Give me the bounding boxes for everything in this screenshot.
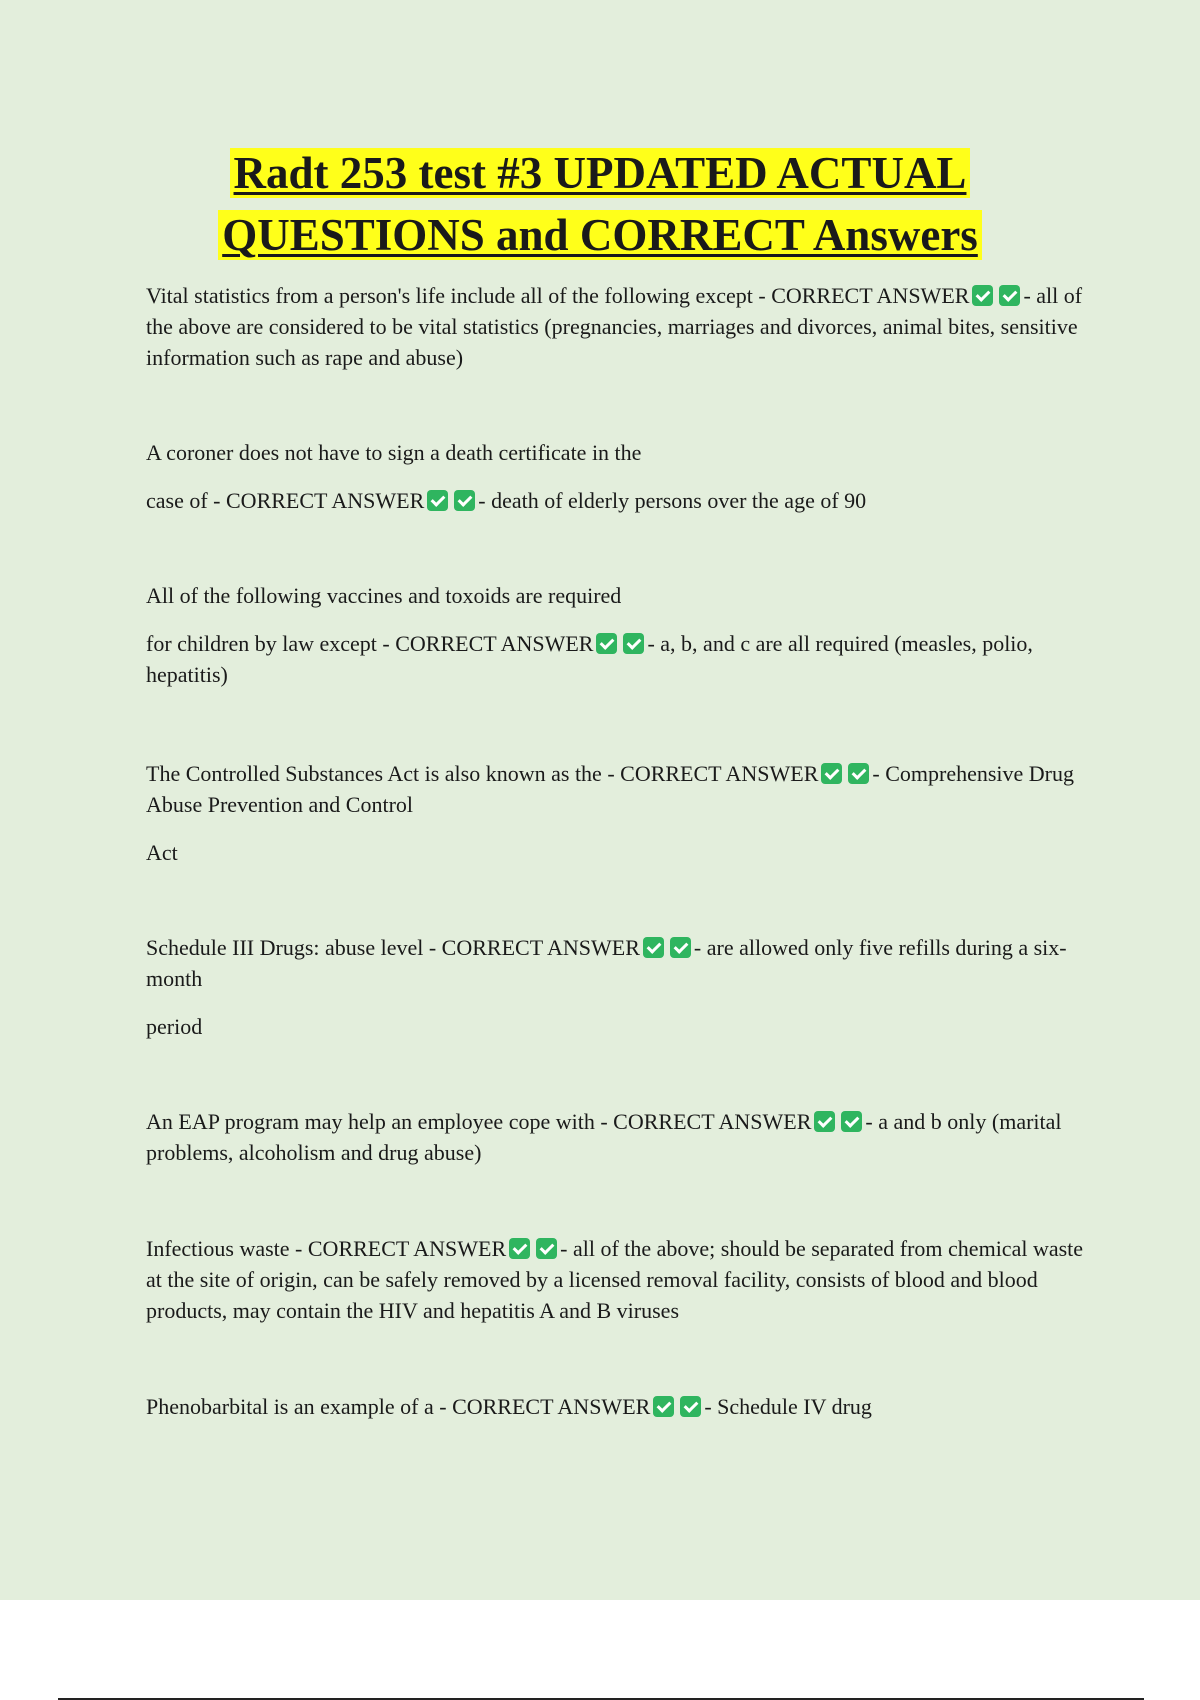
qa-item-3 bbox=[146, 580, 1086, 690]
qa-item-8 bbox=[146, 1391, 1086, 1422]
question-text-continued: case of - CORRECT ANSWER bbox=[146, 488, 425, 513]
answer-text: - Comprehensive Drug Abuse Prevention and Control bbox=[146, 761, 1075, 817]
question-text: An EAP program may help an employee cope with - CORRECT ANSWER bbox=[146, 1109, 812, 1134]
check-mark-icon bbox=[670, 937, 691, 958]
check-mark-icon bbox=[999, 285, 1020, 306]
qa-item-1 bbox=[146, 280, 1086, 373]
title-line-2: QUESTIONS and CORRECT Answers bbox=[218, 210, 982, 260]
qa-item-5 bbox=[146, 932, 1086, 1042]
answer-text-continued: period bbox=[146, 1014, 203, 1039]
answer-text: - are allowed only five refills during a six-month bbox=[146, 935, 1067, 991]
check-mark-icon bbox=[427, 490, 448, 511]
answer-text: - all of the above; should be separated from chemical waste at the site of origin, can be safely removed by a licensed removal facility, consists of blood and blood products, may contain the HIV and hepatitis A and B viruses bbox=[146, 1236, 1084, 1323]
check-mark-icon bbox=[643, 937, 664, 958]
answer-text: - a and b only (marital problems, alcoholism and drug abuse) bbox=[146, 1109, 1062, 1165]
answer-text: - a, b, and c are all required (measles, polio, hepatitis) bbox=[146, 631, 1033, 687]
check-mark-icon bbox=[680, 1396, 701, 1417]
question-text: The Controlled Substances Act is also known as the - CORRECT ANSWER bbox=[146, 761, 819, 786]
title-line-1: Radt 253 test #3 UPDATED ACTUAL bbox=[230, 148, 971, 198]
check-mark-icon bbox=[454, 490, 475, 511]
qa-text bbox=[146, 1391, 1086, 1422]
check-mark-icon bbox=[841, 1111, 862, 1132]
check-mark-icon bbox=[814, 1111, 835, 1132]
qa-text bbox=[146, 758, 1086, 820]
check-mark-icon bbox=[623, 633, 644, 654]
question-text: A coroner does not have to sign a death certificate in the bbox=[146, 440, 642, 465]
answer-text: - all of the above are considered to be vital statistics (pregnancies, marriages and divorces, animal bites, sensitive information such as rape and abuse) bbox=[146, 283, 1083, 370]
check-mark-icon bbox=[972, 285, 993, 306]
qa-text bbox=[146, 280, 1086, 373]
qa-item-4 bbox=[146, 758, 1086, 868]
check-mark-icon bbox=[596, 633, 617, 654]
answer-text: - death of elderly persons over the age of 90 bbox=[478, 488, 867, 513]
qa-text bbox=[146, 932, 1086, 994]
check-mark-icon bbox=[536, 1238, 557, 1259]
document-title bbox=[0, 142, 1200, 266]
question-text: Schedule III Drugs: abuse level - CORRECT ANSWER bbox=[146, 935, 640, 960]
qa-item-2 bbox=[146, 437, 1086, 516]
question-text: Phenobarbital is an example of a - CORRECT ANSWER bbox=[146, 1394, 651, 1419]
qa-text bbox=[146, 1233, 1086, 1326]
check-mark-icon bbox=[509, 1238, 530, 1259]
check-mark-icon bbox=[848, 763, 869, 784]
answer-text-continued: Act bbox=[146, 840, 178, 865]
check-mark-icon bbox=[653, 1396, 674, 1417]
qa-text bbox=[146, 628, 1086, 690]
question-text: Vital statistics from a person's life include all of the following except - CORRECT ANSWER bbox=[146, 283, 970, 308]
check-mark-icon bbox=[821, 763, 842, 784]
qa-item-7 bbox=[146, 1233, 1086, 1326]
question-text: All of the following vaccines and toxoids are required bbox=[146, 583, 622, 608]
answer-text: - Schedule IV drug bbox=[704, 1394, 872, 1419]
qa-text bbox=[146, 1106, 1086, 1168]
question-text-continued: for children by law except - CORRECT ANSWER bbox=[146, 631, 594, 656]
qa-text bbox=[146, 485, 1086, 516]
qa-item-6 bbox=[146, 1106, 1086, 1168]
question-text: Infectious waste - CORRECT ANSWER bbox=[146, 1236, 507, 1261]
